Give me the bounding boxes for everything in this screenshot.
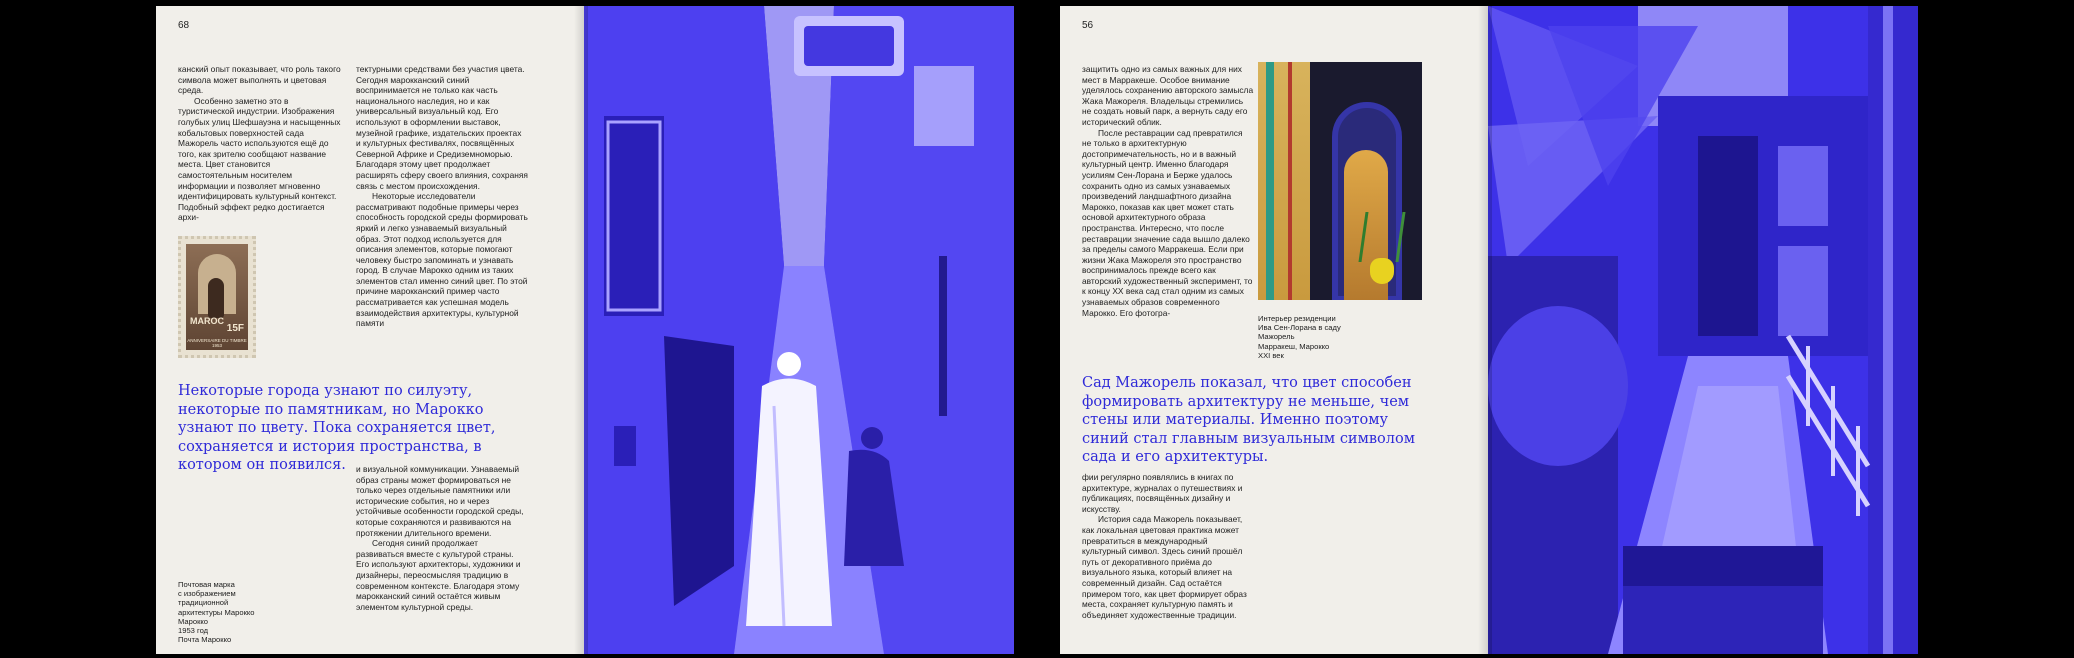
caption-line: Ива Сен-Лорана в саду: [1258, 323, 1341, 333]
stamp-artwork: [186, 244, 248, 350]
paragraph: Особенно заметно это в туристической индустрии. Изображения голубых улиц Шефшауэна и насыщенных кобальтовых поверхностей сада Мажорель часто используются ещё до того, как зрителю сообщают название места. Цвет становится самостоятельным носителем информации и позволяет мгновенно идентифицировать культурный контекст. Подобный эффект редко достигается архи-: [178, 95, 341, 223]
paragraph: После реставрации сад превратился не только в архитектурную достопримечательность, но и в важный культурный центр. Именно благодаря усилиям Сен-Лорана и Берже удалось сохранить одно из самых узнаваемых произведений ландшафтного дизайна Марокко, показав как цвет может стать основой архитектурного образа пространства. Интересно, что после реставрации значение сада вышло далеко за пределы самого Марракеша. Если при жизни Жака Мажореля это пространство воспринималось прежде всего как авторский художественный эксперимент, то к концу XX века сад стал одним из самых узнаваемых образов современного Марокко. Его фотогра-: [1082, 127, 1253, 318]
paragraph: тектурными средствами без участия цвета. Сегодня марокканский синий воспринимается не только как часть национального наследия, но и как универсальный визуальный код. Его используют в оформлении выставок, музейной графике, издательских проектах и культурных фестивалях, посвящённых Северной Африке и Средиземноморью. Благодаря этому цвет продолжает расширять сферу своего влияния, сохраняя связь с местом происхождения.: [356, 64, 528, 191]
pull-quote: Некоторые города узнают по силуэту, некоторые по памятникам, но Марокко узнают по цвету. Пока сохраняется цвет, сохраняется и история пространства, в котором он появился.: [178, 383, 496, 473]
left-text-page: [156, 6, 584, 654]
body-column-1-continued: [1082, 472, 1254, 620]
spread-gutter: [574, 6, 588, 654]
postage-stamp: [178, 236, 256, 358]
caption-line: Почта Марокко: [178, 635, 232, 645]
paragraph: Некоторые исследователи рассматривают подобные примеры через способность городской среды формировать яркий и легко узнаваемый визуальный образ. Этот подход используется для описания элементов, которые помогают человеку быстро запоминать и узнавать город. В случае Марокко одним из таких элементов стал именно синий цвет. По этой причине марокканский пример часто рассматривается как успешная модель взаимодействия архитектуры, культурной памяти: [356, 191, 528, 329]
body-column-1: [178, 64, 342, 223]
paragraph: История сада Мажорель показывает, как локальная цветовая практика может превратиться в международный культурный символ. Здесь синий прошёл путь от декоративного приёма до визуального языка, который влияет на современный дизайн. Сад остаётся примером того, как цвет формирует образ места, сохраняет культурную память и объединяет художественные традиции.: [1082, 514, 1247, 620]
caption-line: XXI век: [1258, 350, 1284, 360]
stamp-bottom-text: ANNIVERSAIRE DU TIMBRE 1953: [187, 338, 247, 348]
body-column-2-continued: [356, 464, 528, 612]
photo-caption: [1258, 314, 1422, 360]
page-number: 68: [178, 20, 190, 31]
caption-line: Марракеш, Марокко: [1258, 341, 1330, 351]
body-column-2: [356, 64, 528, 329]
paragraph: Сегодня синий продолжает развиваться вместе с культурой страны. Его используют архитекторы, художники и дизайнеры, переосмысляя традицию в современном контексте. Благодаря этому марокканский синий остаётся живым элементом культурной среды.: [356, 538, 521, 612]
caption-line: архитектуры Марокко: [178, 607, 255, 617]
paragraph: канский опыт показывает, что роль такого символа может выполнять и цветовая среда.: [178, 64, 341, 96]
paragraph: защитить одно из самых важных для них мест в Марракеше. Особое внимание уделялось сохранению авторского замысла Жака Мажореля. Владельцы стремились не создать новый парк, а вернуть саду его исторический облик.: [1082, 64, 1254, 127]
caption-line: 1953 год: [178, 626, 209, 636]
garden-photo-illustration: [1488, 6, 1918, 654]
caption-line: Мажорель: [1258, 332, 1295, 342]
paragraph: и визуальной коммуникации. Узнаваемый образ страны может формироваться не только через отдельные памятники или исторические события, но и через устойчивые особенности городской среды, которые сохраняются и развиваются на протяжении длительного времени.: [356, 464, 524, 538]
right-spread: [1060, 6, 1918, 654]
page-number: 56: [1082, 20, 1094, 31]
caption-line: Марокко: [178, 616, 209, 626]
stamp-caption: [178, 580, 298, 644]
caption-line: Интерьер резиденции: [1258, 314, 1336, 323]
caption-line: традиционной: [178, 598, 229, 608]
riad-interior-photo: [1258, 62, 1422, 300]
spread-gutter: [1478, 6, 1492, 654]
majorelle-garden-photo: [1488, 6, 1918, 654]
left-spread: [156, 6, 1014, 654]
paragraph: фии регулярно появлялись в книгах по архитектуре, журналах о путешествиях и публикациях, посвящённых дизайну и искусству.: [1082, 472, 1243, 514]
stamp-value: 15F: [226, 323, 244, 334]
caption-line: Почтовая марка: [178, 580, 235, 589]
street-photo-illustration: [584, 6, 1014, 654]
caption-line: с изображением: [178, 589, 236, 599]
pull-quote: Сад Мажорель показал, что цвет способен формировать архитектуру не меньше, чем стены или материалы. Именно поэтому синий стал главным визуальным символом сада и его архитектуры.: [1082, 375, 1415, 465]
body-column-1: [1082, 64, 1254, 318]
right-text-page: [1060, 6, 1488, 654]
chefchaouen-street-photo: [584, 6, 1014, 654]
stamp-country: MAROC: [190, 316, 224, 326]
